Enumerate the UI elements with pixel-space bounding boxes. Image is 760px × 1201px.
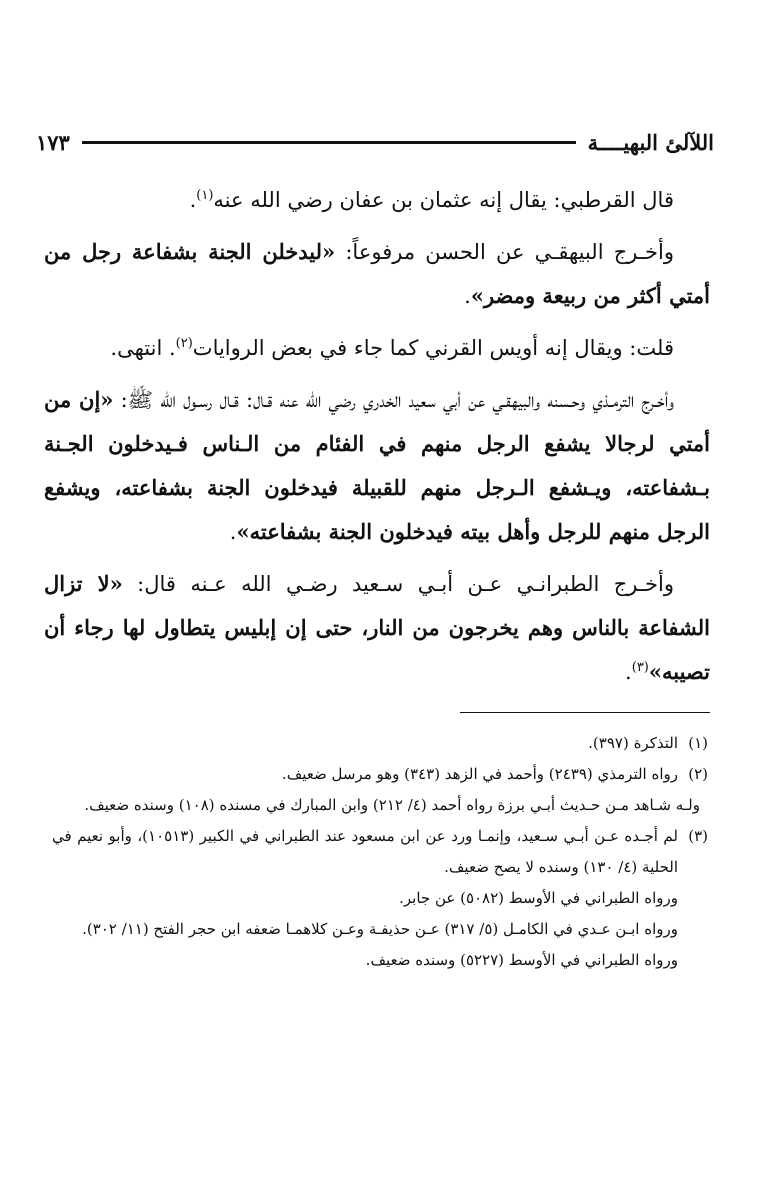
footnote-ref-1[interactable]: (١) — [196, 188, 214, 203]
footnote-1 — [52, 728, 708, 759]
paragraph-3-text: قلت: ويقال إنه أويس القرني كما جاء في بعض الروايات — [192, 336, 674, 360]
footnotes — [52, 728, 708, 976]
footnote-3-line-3: ورواه ابـن عـدي في الكامـل (٥/ ٣١٧) عـن حذيفـة وعـن كلاهمـا ضعفه ابن حجر الفتح (١١/ ٣٠٢). — [82, 920, 678, 938]
header-rule — [82, 141, 576, 144]
footnote-number: (٣) — [688, 827, 708, 845]
paragraph-2-end: . — [464, 284, 471, 308]
footnote-3-line-4: ورواه الطبراني في الأوسط (٥٢٢٧) وسنده ضعيف. — [365, 951, 678, 969]
footnote-3-line-2: ورواه الطبراني في الأوسط (٥٠٨٢) عن جابر. — [399, 889, 678, 907]
paragraph-4-intro: وأخـرج الترمـذي وحـسنه والبيهقـي عن أبي سعيد الخدري رضي الله عنه قـال: قـال رسـول الله ﷺ: — [113, 388, 674, 412]
footnote-2 — [52, 759, 708, 790]
hadith-quote: «ليدخلن الجنة بشفاعة رجل من أمتي أكثر من ربيعة ومضر» — [44, 239, 710, 308]
paragraph-4 — [44, 378, 710, 554]
footnote-number: (٢) — [688, 765, 708, 783]
hadith-quote: «إن من أمتي لرجالا يشفع الرجل منهم في الفئام من الـناس فـيدخلون الجـنة بـشفاعته، ويـشفع الـرجل منهم للقبيلة فيدخلون الجنة بشفاعته، ويشفع الرجل منهم للرجل وأهل بيته فيدخلون الجنة بشفاعته» — [44, 387, 710, 544]
footnote-text: رواه الترمذي (٢٤٣٩) وأحمد في الزهد (٣٤٣) وهو مرسل ضعيف. — [281, 765, 678, 783]
footnote-3 — [52, 821, 708, 883]
footnote-2-continuation: ولـه شـاهد مـن حـديث أبـي برزة رواه أحمد (٤/ ٢١٢) وابن المبارك في مسنده (١٠٨) وسنده ضعيف. — [84, 796, 700, 814]
hadith-quote: «لا تزال الشفاعة بالناس وهم يخرجون من النار، حتى إن إبليس يتطاول لها رجاء أن تصيبه» — [44, 571, 710, 684]
paragraph-2-intro: وأخـرج البيهقـي عن الحسن مرفوعاً: — [335, 240, 674, 264]
page-header — [36, 126, 714, 158]
paragraph-1-end: . — [189, 188, 197, 212]
paragraph-2 — [44, 230, 710, 318]
paragraph-3-end: . انتهى. — [110, 336, 176, 360]
footnote-number: (١) — [688, 734, 708, 752]
paragraph-5-end: . — [625, 660, 632, 684]
footnote-separator — [460, 712, 710, 713]
paragraph-1-text: قال القرطبي: يقال إنه عثمان بن عفان رضي الله عنه — [213, 188, 674, 212]
footnote-ref-3[interactable]: (٣) — [631, 660, 649, 675]
paragraph-1 — [44, 178, 710, 222]
footnote-text: التذكرة (٣٩٧). — [588, 734, 678, 752]
paragraph-4-end: . — [229, 520, 237, 544]
main-text — [44, 178, 710, 702]
page-number: ١٧٣ — [36, 129, 70, 155]
paragraph-3 — [44, 326, 710, 370]
running-title: اللآلئ البهيــــة — [587, 129, 714, 155]
footnote-ref-2[interactable]: (٢) — [175, 336, 193, 351]
paragraph-5-intro: وأخـرج الطبرانـي عـن أبـي سـعيد رضـي الله عـنه قال: — [122, 572, 674, 596]
footnote-text: لم أجـده عـن أبـي سـعيد، وإنمـا ورد عن ابن مسعود عند الطبراني في الكبير (١٠٥١٣)، وأبو نعيم في الحلية (٤/ ١٣٠) وسنده لا يصح ضعيف. — [52, 827, 678, 876]
paragraph-5 — [44, 562, 710, 694]
